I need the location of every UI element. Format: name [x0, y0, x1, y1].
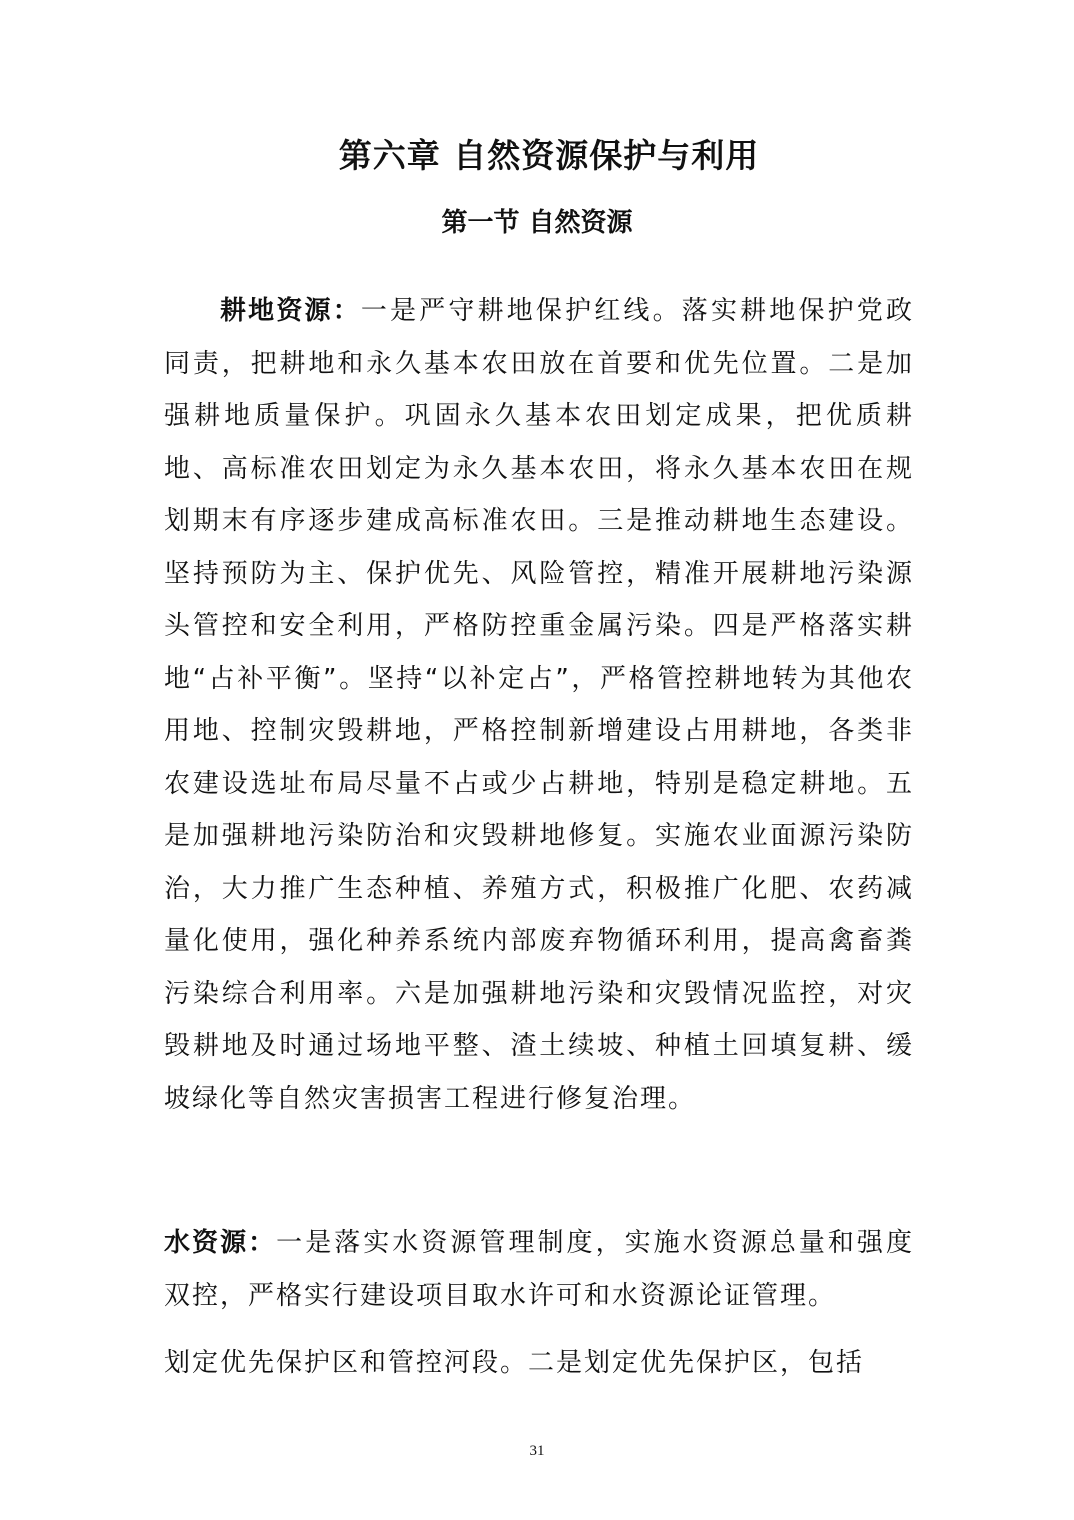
paragraph-farmland-resources: [164, 285, 914, 1125]
paragraph-body-water: 一是落实水资源管理制度，实施水资源总量和强度双控，严格实行建设项目取水许可和水资源论证管理。: [164, 1228, 914, 1311]
paragraph-body-farmland: 一是严守耕地保护红线。落实耕地保护党政同责，把耕地和永久基本农田放在首要和优先位置。二是加强耕地质量保护。巩固永久基本农田划定成果，把优质耕地、高标准农田划定为永久基本农田，将永久基本农田在规划期末有序逐步建成高标准农田。三是推动耕地生态建设。坚持预防为主、保护优先、风险管控，精准开展耕地污染源头管控和安全利用，严格防控重金属污染。四是严格落实耕地“占补平衡”。坚持“以补定占”，严格管控耕地转为其他农用地、控制灾毁耕地，严格控制新增建设占用耕地，各类非农建设选址布局尽量不占或少占耕地，特别是稳定耕地。五是加强耕地污染防治和灾毁耕地修复。实施农业面源污染防治，大力推广生态种植、养殖方式，积极推广化肥、农药减量化使用，强化种养系统内部废弃物循环利用，提高禽畜粪污染综合利用率。六是加强耕地污染和灾毁情况监控，对灾毁耕地及时通过场地平整、渣土续坡、种植土回填复耕、缓坡绿化等自然灾害损害工程进行修复治理。: [164, 296, 914, 1114]
paragraph-continuation: [164, 1337, 914, 1390]
paragraph-water-resources: [164, 1217, 914, 1322]
paragraph-lead-water: 水资源：: [164, 1228, 277, 1258]
page-number: 31: [529, 1443, 545, 1459]
section-title: 第一节 自然资源: [441, 208, 633, 238]
paragraph-lead-farmland: 耕地资源：: [220, 296, 361, 326]
paragraph-body-continuation: 划定优先保护区和管控河段。二是划定优先保护区，包括: [164, 1348, 865, 1378]
chapter-title: 第六章 自然资源保护与利用: [338, 136, 760, 175]
